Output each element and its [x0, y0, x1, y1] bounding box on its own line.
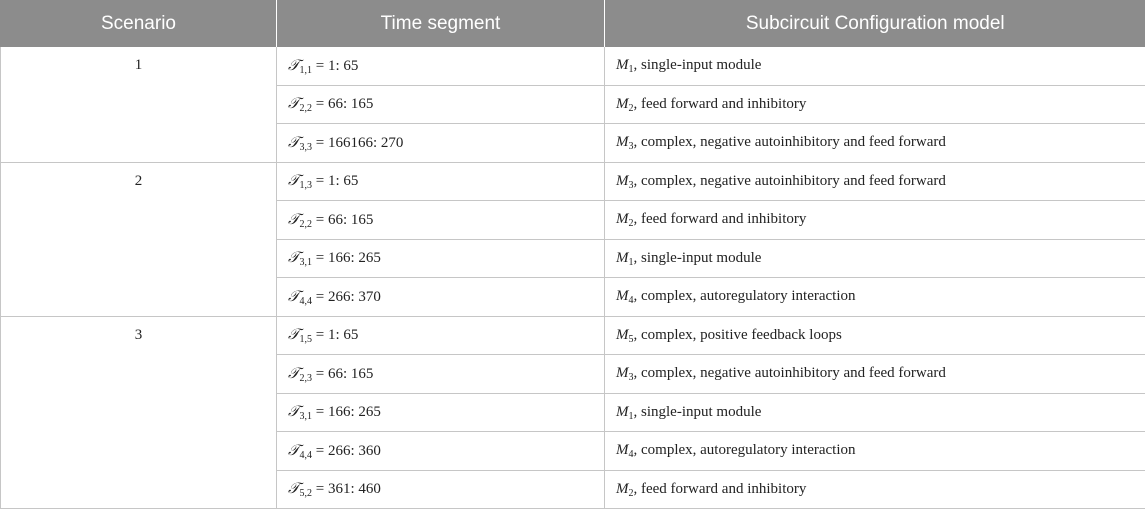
time-symbol: 𝒯 — [288, 481, 300, 498]
model-description: , complex, negative autoinhibitory and feed forward — [633, 365, 946, 382]
time-segment-cell — [277, 316, 605, 355]
table-row — [1, 162, 1145, 201]
time-value: = 266: 360 — [315, 442, 381, 459]
time-symbol: 𝒯 — [288, 442, 300, 459]
model-subscript: 3 — [628, 141, 634, 153]
model-subscript: 5 — [628, 333, 634, 345]
model-cell — [605, 162, 1145, 201]
scenario-label: 2 — [134, 172, 143, 189]
time-subscript: 4,4 — [299, 449, 312, 461]
model-cell — [605, 355, 1145, 394]
time-symbol: 𝒯 — [288, 288, 300, 305]
model-subscript: 1 — [628, 410, 634, 422]
model-cell — [605, 85, 1145, 124]
time-segment-cell — [277, 124, 605, 163]
time-symbol: 𝒯 — [288, 211, 300, 228]
time-symbol: 𝒯 — [288, 250, 300, 267]
time-segment-cell — [277, 278, 605, 317]
time-symbol: 𝒯 — [288, 404, 300, 421]
model-cell — [605, 432, 1145, 471]
model-description: , complex, negative autoinhibitory and feed forward — [633, 172, 946, 189]
model-cell — [605, 124, 1145, 163]
model-symbol: M — [616, 57, 629, 74]
model-cell — [605, 393, 1145, 432]
scenario-cell — [1, 316, 277, 509]
time-segment-cell — [277, 162, 605, 201]
model-symbol: M — [616, 442, 629, 459]
time-value: = 66: 165 — [315, 365, 374, 382]
time-value: = 66: 165 — [315, 96, 374, 113]
time-symbol: 𝒯 — [288, 365, 300, 382]
scenario-cell — [1, 162, 277, 316]
table-row — [1, 316, 1145, 355]
model-subscript: 1 — [628, 256, 634, 268]
model-symbol: M — [616, 211, 629, 228]
time-subscript: 2,2 — [299, 103, 312, 115]
model-cell — [605, 239, 1145, 278]
model-description: , single-input module — [633, 249, 762, 266]
time-value: = 66: 165 — [315, 211, 374, 228]
time-segment-cell — [277, 47, 605, 85]
table-body — [1, 47, 1145, 509]
model-cell — [605, 316, 1145, 355]
time-symbol: 𝒯 — [288, 96, 300, 113]
time-symbol: 𝒯 — [288, 327, 300, 344]
model-description: , complex, autoregulatory interaction — [633, 442, 856, 459]
model-subscript: 2 — [628, 487, 634, 499]
header-time-segment: Time segment — [277, 0, 605, 47]
model-symbol: M — [616, 326, 629, 343]
model-subscript: 2 — [628, 102, 634, 114]
table-row — [1, 47, 1145, 85]
model-description: , complex, positive feedback loops — [633, 326, 842, 343]
model-description: , feed forward and inhibitory — [633, 211, 807, 228]
time-subscript: 3,1 — [299, 257, 312, 269]
time-value: = 1: 65 — [315, 327, 359, 344]
model-description: , feed forward and inhibitory — [633, 480, 807, 497]
model-subscript: 2 — [628, 218, 634, 230]
model-symbol: M — [616, 365, 629, 382]
table-header — [1, 0, 1145, 47]
header-scenario: Scenario — [1, 0, 277, 47]
time-subscript: 4,4 — [299, 295, 312, 307]
scenario-label: 1 — [134, 57, 143, 73]
model-subscript: 4 — [628, 449, 634, 461]
time-subscript: 2,2 — [299, 218, 312, 230]
model-symbol: M — [616, 480, 629, 497]
time-value: = 1: 65 — [315, 173, 359, 190]
time-value: = 166166: 270 — [315, 134, 404, 151]
time-value: = 1: 65 — [315, 57, 359, 74]
time-segment-cell — [277, 201, 605, 240]
model-cell — [605, 278, 1145, 317]
time-segment-cell — [277, 355, 605, 394]
time-subscript: 1,3 — [299, 180, 312, 192]
model-symbol: M — [616, 134, 629, 151]
model-cell — [605, 47, 1145, 85]
model-symbol: M — [616, 403, 629, 420]
time-subscript: 1,5 — [299, 334, 312, 346]
time-value: = 266: 370 — [315, 288, 381, 305]
time-value: = 166: 265 — [315, 404, 381, 421]
model-description: , single-input module — [633, 57, 762, 74]
time-subscript: 3,1 — [299, 411, 312, 423]
model-subscript: 3 — [628, 372, 634, 384]
time-segment-cell — [277, 85, 605, 124]
model-subscript: 1 — [628, 64, 634, 76]
model-cell — [605, 201, 1145, 240]
time-subscript: 3,3 — [299, 141, 312, 153]
model-cell — [605, 470, 1145, 509]
header-model: Subcircuit Configuration model — [605, 0, 1145, 47]
time-segment-cell — [277, 470, 605, 509]
model-description: , feed forward and inhibitory — [633, 95, 807, 112]
time-subscript: 5,2 — [299, 488, 312, 500]
model-symbol: M — [616, 249, 629, 266]
model-description: , complex, negative autoinhibitory and feed forward — [633, 134, 946, 151]
time-symbol: 𝒯 — [288, 134, 300, 151]
time-symbol: 𝒯 — [288, 57, 300, 74]
time-segment-cell — [277, 432, 605, 471]
time-value: = 361: 460 — [315, 481, 381, 498]
time-segment-cell — [277, 393, 605, 432]
header-row — [1, 0, 1145, 47]
scenario-label: 3 — [134, 326, 143, 343]
time-value: = 166: 265 — [315, 250, 381, 267]
model-description: , complex, autoregulatory interaction — [633, 288, 856, 305]
scenario-cell — [1, 47, 277, 162]
time-segment-cell — [277, 239, 605, 278]
time-subscript: 1,1 — [299, 64, 312, 76]
time-symbol: 𝒯 — [288, 173, 300, 190]
model-symbol: M — [616, 172, 629, 189]
model-subscript: 3 — [628, 179, 634, 191]
model-symbol: M — [616, 288, 629, 305]
model-subscript: 4 — [628, 295, 634, 307]
time-subscript: 2,3 — [299, 372, 312, 384]
model-symbol: M — [616, 95, 629, 112]
model-description: , single-input module — [633, 403, 762, 420]
